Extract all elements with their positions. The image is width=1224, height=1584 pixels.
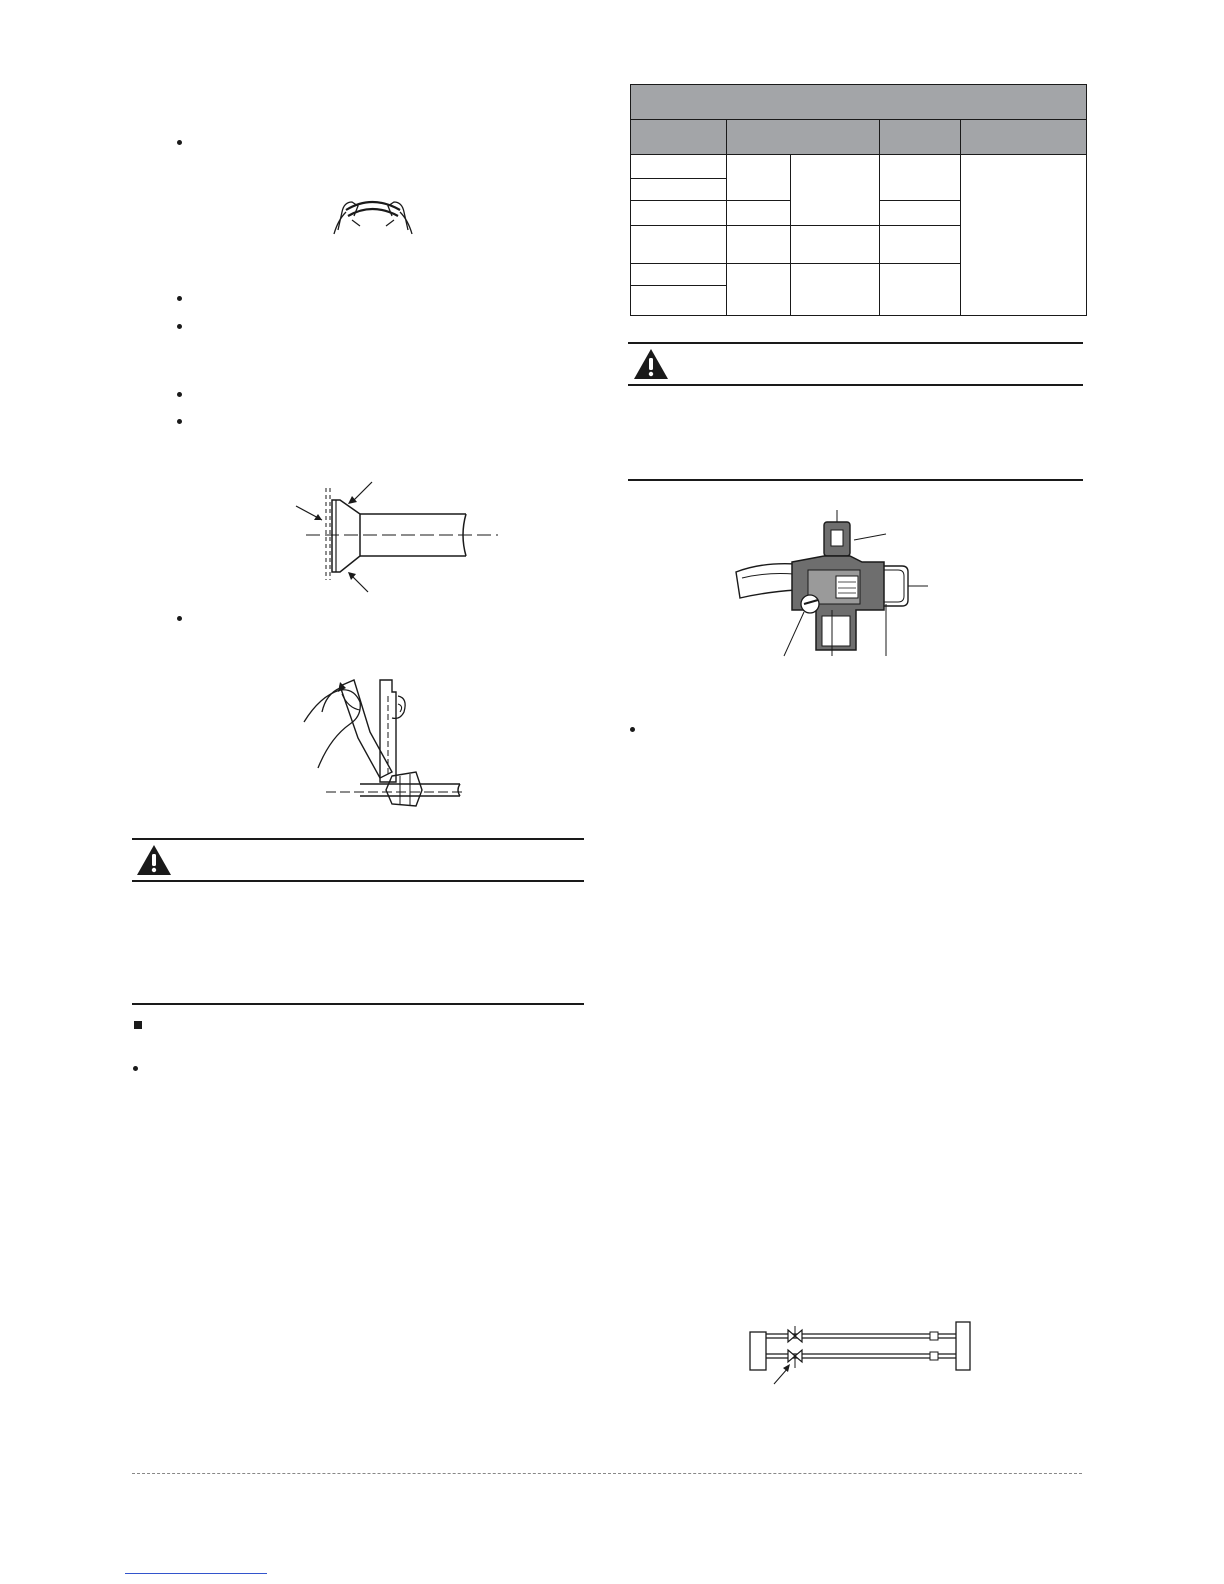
table-cell <box>727 263 791 315</box>
bullet-dot-icon <box>177 419 182 424</box>
table-cell <box>880 225 961 263</box>
bullet-dot-icon <box>177 392 182 397</box>
caution-bottom-rule <box>628 384 1083 386</box>
wrench-tightening-illustration <box>300 672 470 808</box>
square-marker-icon <box>134 1021 142 1029</box>
bullet-dot-icon <box>630 727 635 732</box>
pipe-bending-hands-illustration <box>332 190 414 236</box>
flared-pipe-drawing <box>292 476 502 594</box>
warning-triangle-icon <box>633 348 669 380</box>
table-cell <box>791 263 880 315</box>
table-title <box>631 85 1087 120</box>
table-cell <box>631 225 727 263</box>
bullet-dot-icon <box>177 140 182 145</box>
warning-triangle-icon <box>136 844 172 876</box>
caution-top-rule <box>628 342 1083 344</box>
table-cell <box>631 179 727 201</box>
table-cell <box>880 263 961 315</box>
table-cell <box>791 225 880 263</box>
caution-bottom-rule <box>132 880 584 882</box>
piping-schematic-diagram <box>748 1320 972 1384</box>
bullet-dot-icon <box>177 616 182 621</box>
bullet-dot-icon <box>177 324 182 329</box>
table-cell <box>791 155 880 225</box>
table-cell <box>631 201 727 225</box>
table-cell <box>631 155 727 179</box>
table-cell <box>727 155 791 201</box>
table-cell <box>727 201 791 225</box>
bullet-dot-icon <box>133 1066 138 1071</box>
table-cell <box>880 201 961 225</box>
service-valve-cross-section <box>732 500 938 658</box>
table-cell <box>631 263 727 285</box>
caution-end-rule <box>132 1003 584 1005</box>
bullet-dot-icon <box>177 296 182 301</box>
table-header <box>880 120 961 155</box>
table-header <box>631 120 727 155</box>
spec-table <box>630 84 1087 316</box>
table-header <box>961 120 1087 155</box>
table-cell <box>631 285 727 315</box>
footer-dashed-rule <box>132 1473 1082 1474</box>
table-header <box>727 120 880 155</box>
footer-link-underline[interactable] <box>125 1573 267 1574</box>
caution-top-rule <box>132 838 584 840</box>
caution-end-rule <box>628 479 1083 481</box>
table-cell <box>961 155 1087 316</box>
table-cell <box>727 225 791 263</box>
table-cell <box>880 155 961 201</box>
